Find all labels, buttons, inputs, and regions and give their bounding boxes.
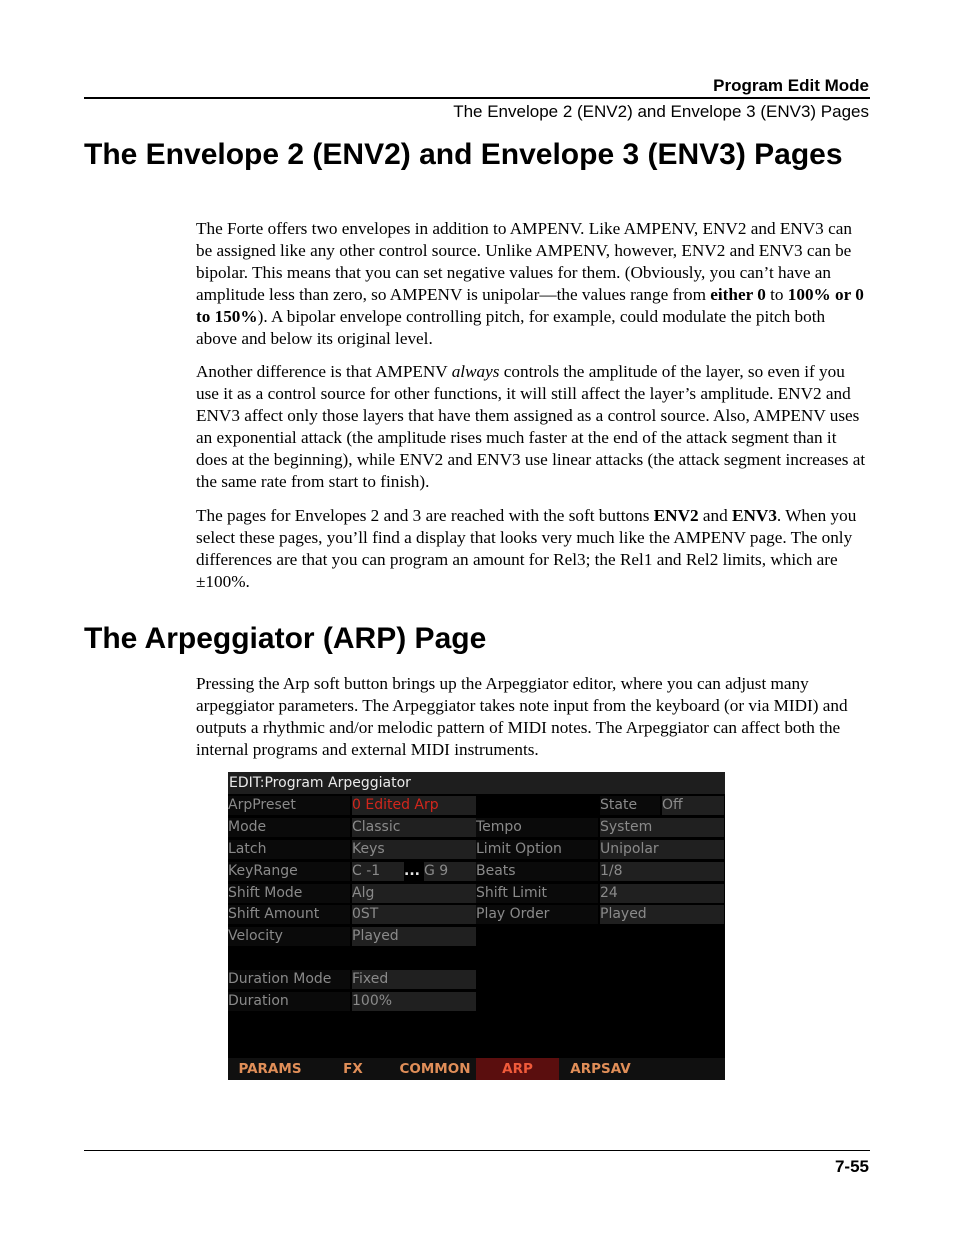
screen-title-bar [228, 772, 725, 794]
running-header-subsection: The Envelope 2 (ENV2) and Envelope 3 (ENV3) Pages [453, 102, 869, 121]
paragraph-env-difference: Another difference is that AMPENV always controls the amplitude of the layer, so even if you use it as a control source for other functions, it will still affect the layer’s amplitude. ENV2 and ENV3 affect only those layers that have them assigned as a control source. Also, AMPENV uses an exponential attack (the amplitude rises much faster at the end of the attack segment than it does at the beginning), while ENV2 and ENV3 use linear attacks (the attack segment increases at the same rate from start to finish). [196, 362, 866, 491]
section-heading-envelopes: The Envelope 2 (ENV2) and Envelope 3 (ENV3) Pages [84, 138, 843, 171]
section-heading-arpeggiator: The Arpeggiator (ARP) Page [84, 622, 487, 655]
paragraph-env-pages: The pages for Envelopes 2 and 3 are reached with the soft buttons ENV2 and ENV3. When you select these pages, you’ll find a display that looks very much like the AMPENV page. The only differences are that you can program an amount for Rel3; the Rel1 and Rel2 limits, which are ±100%. [196, 506, 857, 591]
keyrange-high-value[interactable]: G 9 [424, 862, 476, 881]
arppreset-value[interactable]: 0 Edited Arp [352, 796, 476, 815]
softbutton-params[interactable]: PARAMS [238, 1061, 302, 1077]
limitoption-value[interactable]: Unipolar [600, 840, 724, 859]
shiftmode-value[interactable]: Alg [352, 884, 476, 903]
playorder-label: Play Order [476, 905, 598, 924]
state-label: State [600, 796, 660, 815]
header-rule [84, 97, 870, 99]
arpeggiator-screen [228, 772, 725, 1080]
paragraph-arp-intro: Pressing the Arp soft button brings up the Arpeggiator editor, where you can adjust many arpeggiator parameters. The Arpeggiator takes note input from the keyboard (or via MIDI) and outputs a rhythmic and/or melodic pattern of MIDI notes. The Arpeggiator can affect both the internal programs and external MIDI instruments. [196, 674, 848, 759]
softbutton-arpsav[interactable]: ARPSAV [570, 1061, 631, 1077]
running-header-section: Program Edit Mode [713, 76, 869, 95]
paragraph-env-intro: The Forte offers two envelopes in addition to AMPENV. Like AMPENV, ENV2 and ENV3 can be assigned like any other control source. Unlike AMPENV, however, ENV2 and ENV3 can be bipolar. This means that you can set negative values for them. (Obviously, you can’t have an amplitude less than zero, so AMPENV is unipolar—the values range from either 0 to 100% or 0 to 150%). A bipolar envelope controlling pitch, for example, could modulate the pitch both above and below its original level. [196, 219, 864, 348]
tempo-value[interactable]: System [600, 818, 724, 837]
bold-env3: ENV3 [732, 506, 777, 525]
playorder-value[interactable]: Played [600, 905, 724, 924]
durationmode-label: Duration Mode [228, 970, 350, 989]
keyrange-low-value[interactable]: C -1 [352, 862, 404, 881]
softbutton-fx[interactable]: FX [343, 1061, 363, 1077]
softbutton-common[interactable]: COMMON [399, 1061, 471, 1077]
footer-rule [84, 1150, 870, 1151]
bold-range-2: 100% or 0 to 150% [196, 285, 864, 326]
shiftmode-label: Shift Mode [228, 884, 350, 903]
mode-label: Mode [228, 818, 350, 837]
latch-label: Latch [228, 840, 350, 859]
tempo-label: Tempo [476, 818, 598, 837]
bold-env2: ENV2 [653, 506, 699, 525]
keyrange-label: KeyRange [228, 862, 350, 881]
softbutton-arp[interactable]: ARP [476, 1058, 559, 1080]
arppreset-label: ArpPreset [228, 796, 350, 815]
shiftamount-label: Shift Amount [228, 905, 350, 924]
velocity-value[interactable]: Played [352, 927, 476, 946]
duration-value[interactable]: 100% [352, 992, 476, 1011]
page-number: 7-55 [834, 1157, 869, 1176]
bold-range-1: either 0 [710, 285, 766, 304]
duration-label: Duration [228, 992, 350, 1011]
shiftlimit-value[interactable]: 24 [600, 884, 724, 903]
keyrange-separator: ... [404, 863, 420, 879]
latch-value[interactable]: Keys [352, 840, 476, 859]
state-value[interactable]: Off [662, 796, 724, 815]
limitoption-label: Limit Option [476, 840, 598, 859]
mode-value[interactable]: Classic [352, 818, 476, 837]
beats-value[interactable]: 1/8 [600, 862, 724, 881]
shiftlimit-label: Shift Limit [476, 884, 598, 903]
shiftamount-value[interactable]: 0ST [352, 905, 476, 924]
velocity-label: Velocity [228, 927, 350, 946]
durationmode-value[interactable]: Fixed [352, 970, 476, 989]
screen-title: EDIT:Program Arpeggiator [229, 775, 411, 791]
softbutton-bar [228, 1058, 725, 1080]
beats-label: Beats [476, 862, 598, 881]
emphasis-always: always [451, 362, 500, 381]
